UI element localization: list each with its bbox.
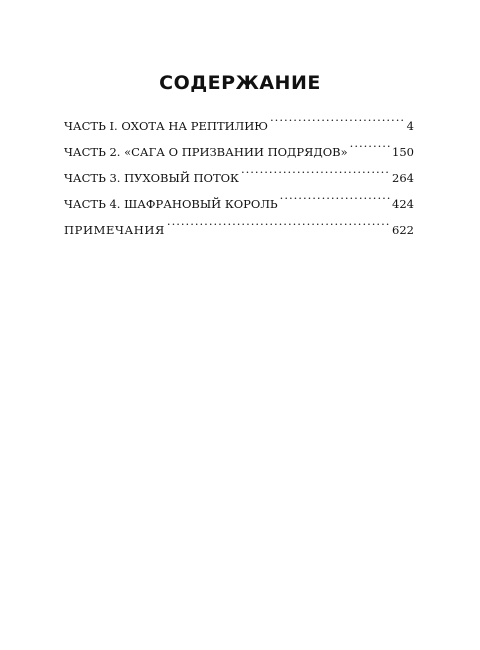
toc-entry-page: 424 <box>392 197 414 211</box>
toc-dot-leader <box>167 208 390 234</box>
toc-dot-leader <box>350 130 390 156</box>
toc-list <box>64 104 414 237</box>
toc-dot-leader <box>280 182 390 208</box>
toc-entry-label: ЧАСТЬ 2. «САГА О ПРИЗВАНИИ ПОДРЯДОВ» <box>64 145 348 159</box>
toc-title: СОДЕРЖАНИЕ <box>159 72 321 94</box>
toc-entry-part-1[interactable] <box>64 104 414 133</box>
toc-entry-label: ПРИМЕЧАНИЯ <box>64 223 165 237</box>
toc-entry-label: ЧАСТЬ 3. ПУХОВЫЙ ПОТОК <box>64 171 239 185</box>
toc-entry-label: ЧАСТЬ I. ОХОТА НА РЕПТИЛИЮ <box>64 119 269 133</box>
toc-entry-page: 264 <box>392 171 414 185</box>
toc-entry-page: 150 <box>392 145 414 159</box>
toc-entry-page: 4 <box>406 119 414 133</box>
toc-entry-page: 622 <box>392 223 414 237</box>
toc-dot-leader <box>270 104 405 130</box>
toc-dot-leader <box>241 156 390 182</box>
toc-entry-label: ЧАСТЬ 4. ШАФРАНОВЫЙ КОРОЛЬ <box>64 197 278 211</box>
